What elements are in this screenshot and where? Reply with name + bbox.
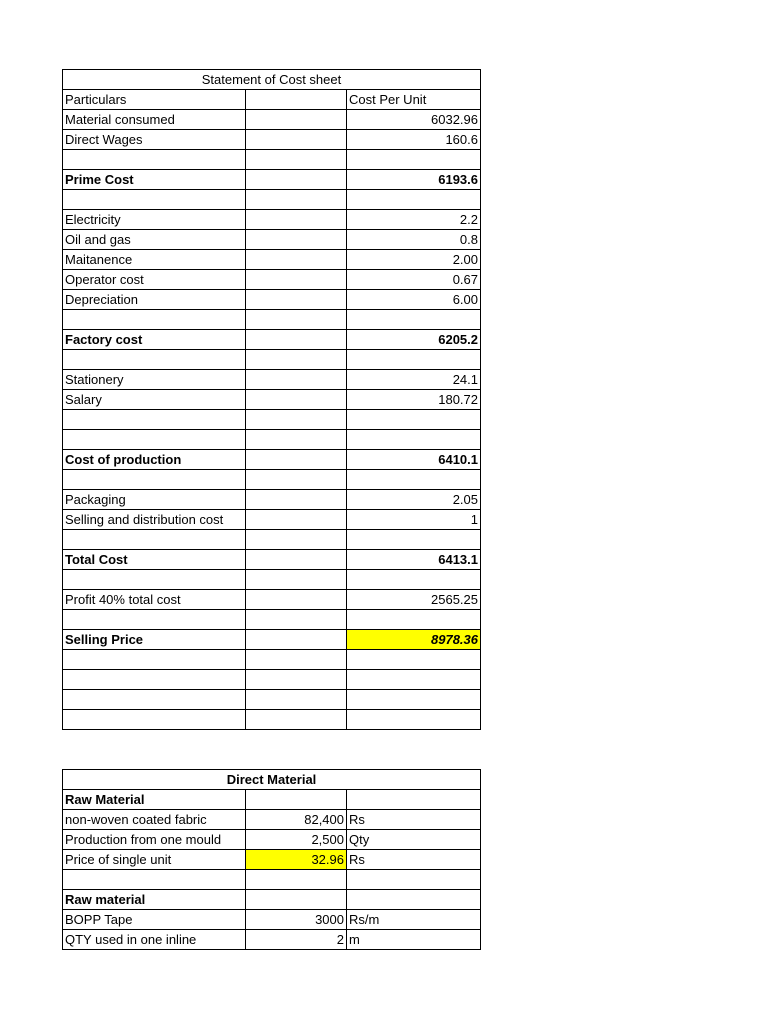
empty-cell[interactable] [246, 690, 347, 710]
empty-cell[interactable] [246, 290, 347, 310]
material-value-cell[interactable] [246, 790, 347, 810]
empty-cell[interactable] [246, 230, 347, 250]
particular-cell[interactable] [63, 710, 246, 730]
cost-sheet-row [63, 650, 481, 670]
empty-cell[interactable] [246, 110, 347, 130]
cost-value-cell[interactable] [347, 350, 481, 370]
empty-cell[interactable] [246, 250, 347, 270]
particular-cell[interactable]: Depreciation [63, 290, 246, 310]
empty-cell[interactable] [246, 490, 347, 510]
material-label-cell[interactable]: QTY used in one inline [63, 930, 246, 950]
particular-cell[interactable]: Prime Cost [63, 170, 246, 190]
cost-sheet-row [63, 670, 481, 690]
cost-value-cell[interactable] [347, 150, 481, 170]
empty-cell[interactable] [246, 390, 347, 410]
material-unit-cell[interactable]: m [347, 930, 481, 950]
cost-value-cell[interactable] [347, 650, 481, 670]
empty-cell[interactable] [246, 710, 347, 730]
cost-sheet-row [63, 410, 481, 430]
particular-cell[interactable]: Material consumed [63, 110, 246, 130]
cost-value-cell[interactable] [347, 570, 481, 590]
particular-cell[interactable]: Total Cost [63, 550, 246, 570]
cost-value-cell[interactable]: 0.8 [347, 230, 481, 250]
empty-cell[interactable] [246, 610, 347, 630]
particular-cell[interactable] [63, 650, 246, 670]
header-cost-per-unit[interactable]: Cost Per Unit [347, 90, 481, 110]
direct-material-row [63, 830, 481, 850]
material-label-cell[interactable]: Production from one mould [63, 830, 246, 850]
direct-material-row [63, 890, 481, 910]
cost-value-cell[interactable]: 6.00 [347, 290, 481, 310]
cost-sheet-row [63, 610, 481, 630]
material-value-cell[interactable]: 32.96 [246, 850, 347, 870]
cost-sheet-row [63, 190, 481, 210]
empty-cell[interactable] [246, 430, 347, 450]
cost-sheet-row [63, 270, 481, 290]
particular-cell[interactable] [63, 310, 246, 330]
cost-value-cell[interactable]: 8978.36 [347, 630, 481, 650]
cost-value-cell[interactable] [347, 190, 481, 210]
particular-cell[interactable]: Operator cost [63, 270, 246, 290]
cost-sheet-title[interactable]: Statement of Cost sheet [63, 70, 481, 90]
cost-sheet-row [63, 470, 481, 490]
empty-cell[interactable] [246, 210, 347, 230]
cost-sheet-row [63, 570, 481, 590]
cost-sheet-row [63, 490, 481, 510]
cost-sheet-row [63, 710, 481, 730]
cost-sheet-row [63, 290, 481, 310]
cost-sheet-table [62, 69, 481, 730]
material-unit-cell[interactable]: Qty [347, 830, 481, 850]
material-unit-cell[interactable] [347, 790, 481, 810]
cost-sheet-row [63, 110, 481, 130]
cost-value-cell[interactable] [347, 710, 481, 730]
cost-value-cell[interactable] [347, 690, 481, 710]
cost-value-cell[interactable] [347, 670, 481, 690]
cost-value-cell[interactable]: 6410.1 [347, 450, 481, 470]
cost-value-cell[interactable]: 1 [347, 510, 481, 530]
empty-cell[interactable] [246, 130, 347, 150]
material-unit-cell[interactable]: Rs [347, 810, 481, 830]
particular-cell[interactable] [63, 190, 246, 210]
empty-cell[interactable] [246, 530, 347, 550]
particular-cell[interactable]: Direct Wages [63, 130, 246, 150]
cost-sheet-row [63, 250, 481, 270]
cost-value-cell[interactable] [347, 530, 481, 550]
cost-value-cell[interactable]: 2.00 [347, 250, 481, 270]
cost-sheet-row [63, 690, 481, 710]
cost-sheet-row [63, 330, 481, 350]
particular-cell[interactable]: Maitanence [63, 250, 246, 270]
cost-value-cell[interactable]: 24.1 [347, 370, 481, 390]
cost-value-cell[interactable]: 6205.2 [347, 330, 481, 350]
particular-cell[interactable]: Factory cost [63, 330, 246, 350]
cost-sheet-row [63, 130, 481, 150]
material-label-cell[interactable]: BOPP Tape [63, 910, 246, 930]
direct-material-title[interactable]: Direct Material [63, 770, 481, 790]
cost-value-cell[interactable]: 6193.6 [347, 170, 481, 190]
empty-cell[interactable] [246, 630, 347, 650]
cost-value-cell[interactable]: 160.6 [347, 130, 481, 150]
empty-cell[interactable] [246, 270, 347, 290]
header-particulars[interactable]: Particulars [63, 90, 246, 110]
empty-cell[interactable] [246, 190, 347, 210]
cost-value-cell[interactable] [347, 470, 481, 490]
material-value-cell[interactable] [246, 870, 347, 890]
cost-sheet-row [63, 370, 481, 390]
particular-cell[interactable]: Oil and gas [63, 230, 246, 250]
direct-material-row [63, 810, 481, 830]
cost-sheet-title-row [63, 70, 481, 90]
cost-sheet-row [63, 430, 481, 450]
material-unit-cell[interactable] [347, 870, 481, 890]
particular-cell[interactable] [63, 150, 246, 170]
particular-cell[interactable]: Selling Price [63, 630, 246, 650]
material-value-cell[interactable]: 3000 [246, 910, 347, 930]
direct-material-title-row [63, 770, 481, 790]
empty-cell[interactable] [246, 410, 347, 430]
cost-value-cell[interactable]: 2.05 [347, 490, 481, 510]
direct-material-row [63, 790, 481, 810]
particular-cell[interactable]: Cost of production [63, 450, 246, 470]
direct-material-row [63, 850, 481, 870]
direct-material-row [63, 930, 481, 950]
cost-sheet-row [63, 530, 481, 550]
particular-cell[interactable] [63, 470, 246, 490]
particular-cell[interactable] [63, 670, 246, 690]
particular-cell[interactable] [63, 430, 246, 450]
cost-sheet-row [63, 350, 481, 370]
cost-value-cell[interactable] [347, 610, 481, 630]
particular-cell[interactable] [63, 410, 246, 430]
cost-sheet-row [63, 550, 481, 570]
material-value-cell[interactable]: 82,400 [246, 810, 347, 830]
cost-sheet-row [63, 630, 481, 650]
empty-cell[interactable] [246, 310, 347, 330]
cost-value-cell[interactable]: 180.72 [347, 390, 481, 410]
particular-cell[interactable]: Stationery [63, 370, 246, 390]
particular-cell[interactable] [63, 570, 246, 590]
material-value-cell[interactable] [246, 890, 347, 910]
material-label-cell[interactable]: Price of single unit [63, 850, 246, 870]
cost-value-cell[interactable] [347, 310, 481, 330]
cost-value-cell[interactable] [347, 410, 481, 430]
material-value-cell[interactable]: 2 [246, 930, 347, 950]
cost-sheet-row [63, 230, 481, 250]
particular-cell[interactable]: Selling and distribution cost [63, 510, 246, 530]
particular-cell[interactable] [63, 350, 246, 370]
header-empty-cell[interactable] [246, 90, 347, 110]
particular-cell[interactable] [63, 530, 246, 550]
particular-cell[interactable]: Salary [63, 390, 246, 410]
material-label-cell[interactable]: non-woven coated fabric [63, 810, 246, 830]
cost-value-cell[interactable]: 6032.96 [347, 110, 481, 130]
material-label-cell[interactable]: Raw material [63, 890, 246, 910]
empty-cell[interactable] [246, 470, 347, 490]
cost-sheet-row [63, 450, 481, 470]
empty-cell[interactable] [246, 170, 347, 190]
cost-sheet-row [63, 310, 481, 330]
material-unit-cell[interactable]: Rs/m [347, 910, 481, 930]
cost-sheet-row [63, 390, 481, 410]
empty-cell[interactable] [246, 350, 347, 370]
empty-cell[interactable] [246, 330, 347, 350]
cost-sheet-row [63, 210, 481, 230]
cost-sheet-row [63, 170, 481, 190]
cost-sheet-row [63, 510, 481, 530]
empty-cell[interactable] [246, 450, 347, 470]
material-unit-cell[interactable] [347, 890, 481, 910]
cost-sheet-header-row [63, 90, 481, 110]
direct-material-row [63, 870, 481, 890]
empty-cell[interactable] [246, 590, 347, 610]
empty-cell[interactable] [246, 370, 347, 390]
material-value-cell[interactable]: 2,500 [246, 830, 347, 850]
cost-sheet-row [63, 590, 481, 610]
cost-value-cell[interactable]: 2.2 [347, 210, 481, 230]
empty-cell[interactable] [246, 150, 347, 170]
material-label-cell[interactable] [63, 870, 246, 890]
empty-cell[interactable] [246, 650, 347, 670]
cost-sheet-row [63, 150, 481, 170]
empty-cell[interactable] [246, 670, 347, 690]
cost-value-cell[interactable] [347, 430, 481, 450]
empty-cell[interactable] [246, 550, 347, 570]
direct-material-row [63, 910, 481, 930]
particular-cell[interactable]: Electricity [63, 210, 246, 230]
cost-value-cell[interactable]: 2565.25 [347, 590, 481, 610]
empty-cell[interactable] [246, 570, 347, 590]
empty-cell[interactable] [246, 510, 347, 530]
particular-cell[interactable] [63, 610, 246, 630]
cost-value-cell[interactable]: 6413.1 [347, 550, 481, 570]
particular-cell[interactable]: Packaging [63, 490, 246, 510]
direct-material-table [62, 769, 481, 950]
cost-value-cell[interactable]: 0.67 [347, 270, 481, 290]
material-unit-cell[interactable]: Rs [347, 850, 481, 870]
particular-cell[interactable]: Profit 40% total cost [63, 590, 246, 610]
particular-cell[interactable] [63, 690, 246, 710]
material-label-cell[interactable]: Raw Material [63, 790, 246, 810]
